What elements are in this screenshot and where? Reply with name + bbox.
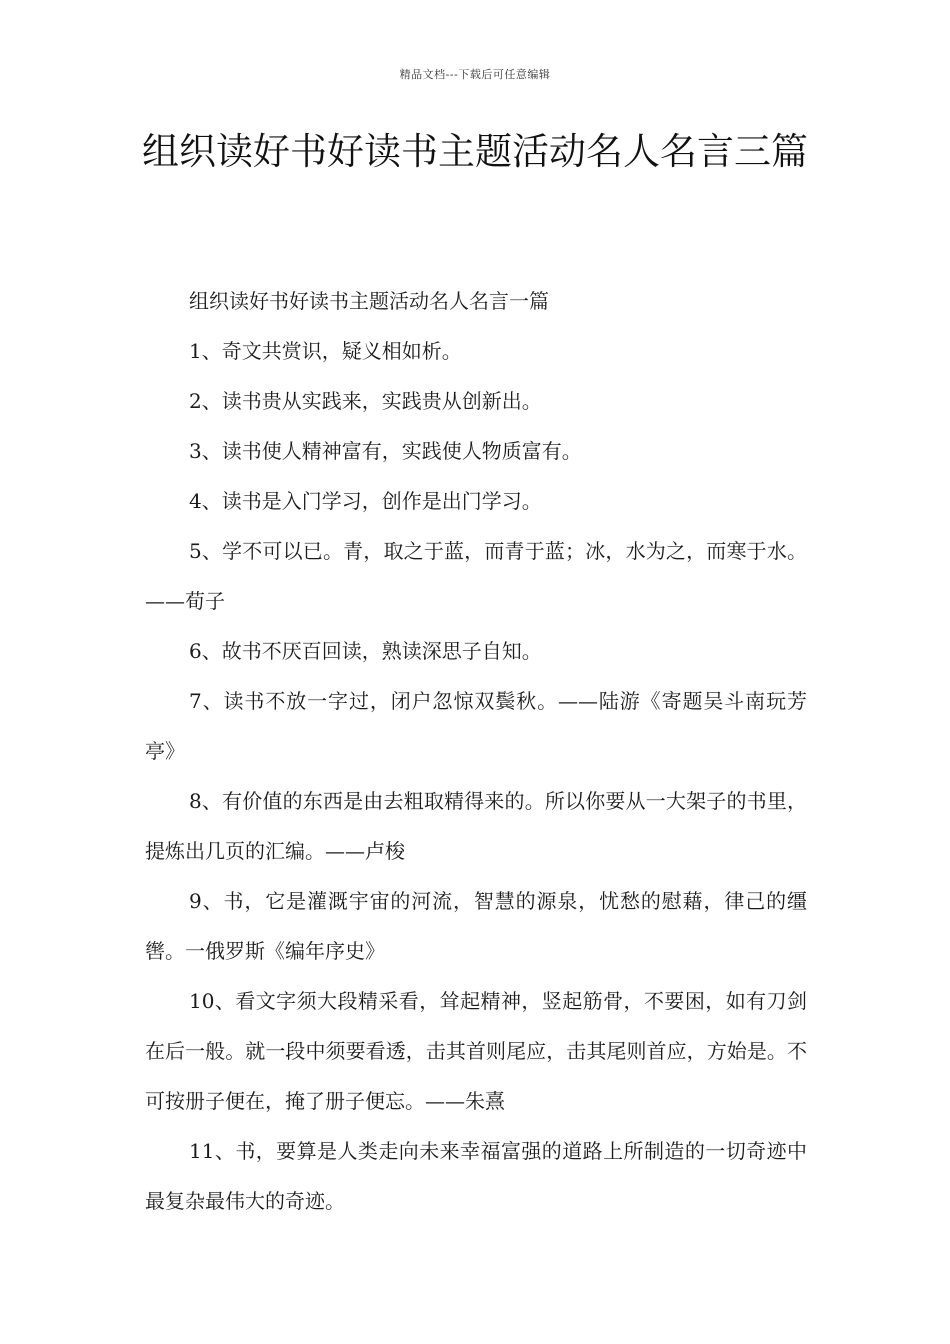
document-title: 组织读好书好读书主题活动名人名言三篇 [142, 130, 808, 173]
quote-paragraph: 1、奇文共赏识，疑义相如析。 [189, 339, 462, 363]
page-header: 精品文档---下载后可任意编辑 [399, 68, 551, 81]
quote-paragraph: 2、读书贵从实践来，实践贵从创新出。 [189, 389, 542, 413]
quote-paragraph: 10、看文字须大段精采看，耸起精神，竖起筋骨，不要困，如有刀剑在后一般。就一段中须要看透，击其首则尾应，击其尾则首应，方始是。不可按册子便在，掩了册子便忘。——朱熹 [145, 989, 807, 1113]
quote-paragraph: 11、书，要算是人类走向未来幸福富强的道路上所制造的一切奇迹中最复杂最伟大的奇迹。 [145, 1139, 807, 1213]
quote-paragraph: 8、有价值的东西是由去粗取精得来的。所以你要从一大架子的书里，提炼出几页的汇编。——卢梭 [145, 789, 807, 863]
quote-paragraph: 9、书，它是灌溉宇宙的河流，智慧的源泉，忧愁的慰藉，律己的缰辔。一俄罗斯《编年序史》 [145, 889, 807, 963]
quote-paragraph: 3、读书使人精神富有，实践使人物质富有。 [189, 439, 582, 463]
subtitle-paragraph: 组织读好书好读书主题活动名人名言一篇 [189, 289, 549, 313]
quote-paragraph: 4、读书是入门学习，创作是出门学习。 [189, 489, 542, 513]
quote-paragraph: 5、学不可以已。青，取之于蓝，而青于蓝；冰，水为之，而寒于水。——荀子 [145, 539, 807, 613]
quote-paragraph: 6、故书不厌百回读，熟读深思子自知。 [189, 639, 542, 663]
quote-paragraph: 7、读书不放一字过，闭户忽惊双鬓秋。——陆游《寄题吴斗南玩芳亭》 [145, 689, 807, 763]
document-body [145, 276, 807, 1226]
